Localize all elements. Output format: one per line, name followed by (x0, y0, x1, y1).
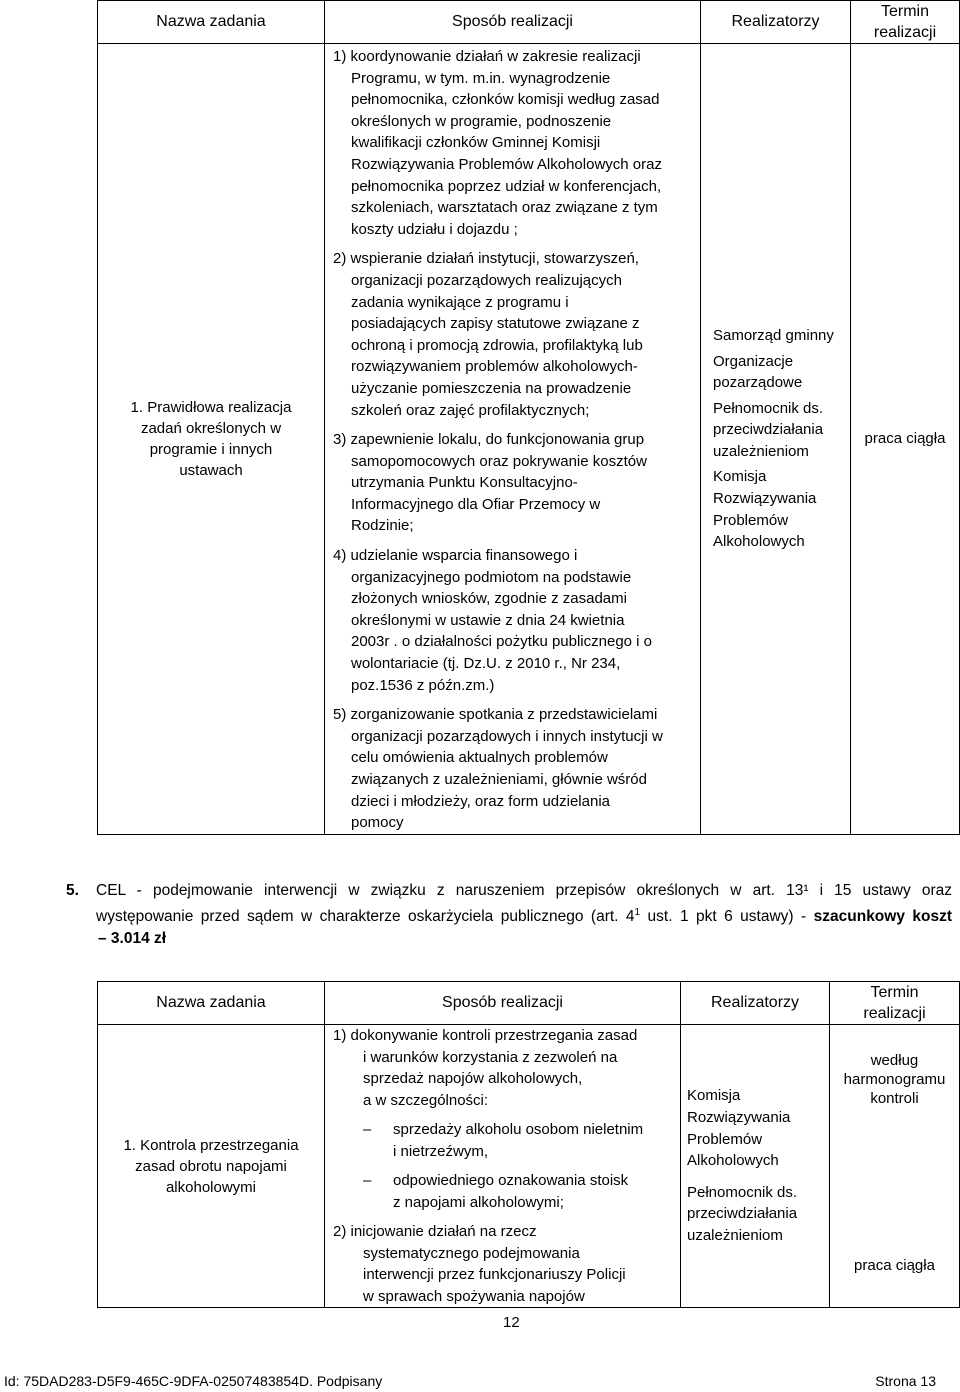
page-number: 12 (503, 1314, 520, 1331)
dash-bullet: – (363, 1172, 372, 1189)
task-line: 1. Prawidłowa realizacja (130, 398, 292, 416)
executors-cell (681, 1025, 830, 1308)
executor-line: Pełnomocnik ds. (687, 1183, 798, 1201)
table-header-row (98, 1, 960, 44)
section-sup: 1 (634, 907, 641, 918)
header-deadline-line1: Termin (880, 3, 929, 20)
header-deadline-line2: realizacji (873, 24, 937, 41)
method-line: pełnomocnika poprzez udział w konferencjach, (351, 177, 662, 195)
method-line: Rozwiązywania Problemów Alkoholowych oraz (351, 155, 662, 173)
method-line: sprzedaż napojów alkoholowych, (363, 1070, 583, 1087)
header-deadline (851, 1, 960, 44)
executor-line: Rozwiązywania (713, 490, 817, 508)
deadline-line: według (870, 1052, 919, 1069)
section-text: ust. 1 pkt 6 ustawy) - (640, 908, 814, 926)
table-row (98, 44, 960, 835)
header-method: Sposób realizacji (325, 982, 681, 1025)
method-line: posiadających zapisy statutowe związane z (351, 315, 640, 333)
method-line: celu omówienia aktualnych problemów (351, 749, 608, 767)
deadline-cell: praca ciągła (851, 44, 960, 835)
method-line: 5) zorganizowanie spotkania z przedstawicielami (333, 706, 658, 724)
method-line: Rodzinie; (351, 517, 414, 535)
method-line: w sprawach spożywania napojów (363, 1287, 585, 1305)
method-line: samopomocowych oraz pokrywanie kosztów (351, 452, 647, 470)
section-number: 5. (66, 882, 79, 899)
executor-line: Komisja (713, 468, 767, 486)
executor-line: Problemów (713, 511, 789, 529)
task-line: ustawach (179, 461, 243, 479)
method-line: 1) dokonywanie kontroli przestrzegania zasad (333, 1027, 638, 1044)
method-line: systematycznego podejmowania (363, 1244, 580, 1262)
executor-line: Pełnomocnik ds. (713, 399, 824, 417)
method-line: i warunków korzystania z zezwoleń na (363, 1048, 618, 1066)
section-5-line1 (66, 880, 952, 902)
task-name-cell (98, 44, 325, 835)
method-line: pełnomocnika, członków komisji według zasad (351, 91, 660, 109)
header-task-name: Nazwa zadania (98, 1, 325, 44)
executor-line: Samorząd gminny (713, 326, 834, 344)
method-line: organizacji pozarządowych i innych instytucji w (351, 727, 663, 745)
method-line: organizacji pozarządowych realizujących (351, 271, 622, 289)
method-item-2 (333, 248, 700, 421)
method-line: wolontariacie (tj. Dz.U. z 2010 r., Nr 234, (351, 655, 621, 673)
method-line: poz.1536 z późn.zm.) (351, 676, 495, 694)
deadline-line: kontroli (870, 1090, 919, 1107)
method-line: określonymi w ustawie z dnia 24 kwietnia (351, 611, 625, 629)
footer-document-id: Id: 75DAD283-D5F9-465C-9DFA-02507483854D. Podpisany (4, 1373, 383, 1389)
table-tasks-1 (97, 0, 960, 835)
task-name-cell (98, 1025, 325, 1308)
header-method: Sposób realizacji (325, 1, 701, 44)
deadline-line: praca ciągła (854, 1257, 935, 1274)
table-header-row (98, 982, 960, 1025)
method-item-1 (333, 46, 700, 240)
method-line: utrzymania Punktu Konsultacyjno- (351, 474, 578, 492)
method-line: 2) inicjowanie działań na rzecz (333, 1223, 537, 1240)
method-line: ochroną i promocją zdrowia, profilaktyką lub (351, 336, 643, 354)
task-line: programie i innych (149, 440, 273, 458)
method-line: kwalifikacji członków Gminnej Komisji (351, 134, 601, 152)
method-text: odpowiedniego oznakowania stoisk (393, 1172, 629, 1189)
method-line: określonych w programie, podnoszenie (351, 112, 612, 130)
method-line: 3) zapewnienie lokalu, do funkcjonowania grup (333, 431, 645, 449)
executor-line: Komisja (687, 1087, 741, 1105)
method-line: szkoleniach, warsztatach oraz związane z tym (351, 199, 658, 217)
method-line: 4) udzielanie wsparcia finansowego i (333, 547, 578, 565)
method-text: sprzedaży alkoholu osobom nieletnim (393, 1121, 644, 1138)
method-item-5 (333, 704, 700, 834)
sub-item-2 (333, 1170, 680, 1192)
table-row (98, 1025, 960, 1308)
header-deadline-line1: Termin (870, 984, 919, 1001)
executor-line: uzależnieniom (687, 1226, 783, 1244)
executor-line: Rozwiązywania (687, 1109, 791, 1127)
header-deadline (830, 982, 960, 1025)
executor-line: pozarządowe (713, 374, 803, 392)
method-line: z napojami alkoholowymi; (393, 1193, 564, 1211)
method-line: Informacyjnego dla Ofiar Przemocy w (351, 495, 601, 513)
method-line: rozwiązywaniem problemów alkoholowych- (351, 358, 638, 376)
task-line: zasad obrotu napojami (135, 1157, 287, 1175)
executor-line: uzależnieniom (713, 442, 809, 460)
header-deadline-line2: realizacji (863, 1005, 926, 1022)
table-tasks-2 (97, 981, 960, 1308)
header-executors: Realizatorzy (681, 982, 830, 1025)
method-line: organizacyjnego podmiotom na podstawie (351, 568, 632, 586)
method-line: a w szczególności: (363, 1091, 489, 1109)
dash-bullet: – (363, 1121, 372, 1138)
executor-line: Organizacje (713, 352, 794, 370)
executor-line: Alkoholowych (687, 1152, 779, 1170)
method-item-4 (333, 545, 700, 696)
method-item-3 (333, 429, 700, 537)
method-cell (325, 1025, 681, 1308)
section-text: CEL - podejmowanie interwencji w związku z naruszeniem przepisów określonych w art. 13¹ i 15 ustawy oraz (96, 882, 952, 899)
sub-item-1 (333, 1119, 680, 1141)
method-line: pomocy (351, 814, 404, 832)
task-line: zadań określonych w (140, 419, 282, 437)
method-line: Programu, w tym. m.in. wynagrodzenie (351, 69, 611, 87)
executor-line: przeciwdziałania (713, 421, 824, 439)
executor-line: Alkoholowych (713, 533, 805, 551)
executor-line: przeciwdziałania (687, 1205, 798, 1223)
method-line: związanych z uzależnieniami, głównie wśród (351, 771, 647, 788)
method-line: 2) wspieranie działań instytucji, stowarzyszeń, (333, 250, 639, 268)
method-line: i nietrzeźwym, (393, 1142, 489, 1160)
section-5-line3: – 3.014 zł (98, 930, 167, 948)
method-cell (325, 44, 701, 835)
footer-page-label: Strona 13 (875, 1373, 936, 1389)
task-line: alkoholowymi (165, 1178, 257, 1196)
method-line: interwencji przez funkcjonariuszy Policji (363, 1266, 626, 1283)
header-task-name: Nazwa zadania (98, 982, 325, 1025)
section-5-line2 (96, 902, 952, 928)
method-line: 2003r . o działalności pożytku publicznego i o (351, 633, 653, 651)
method-line: zadania wynikające z programu i (351, 293, 569, 311)
executors-cell (701, 44, 851, 835)
section-cost-label: szacunkowy koszt (813, 908, 953, 926)
method-line: 1) koordynowanie działań w zakresie realizacji (333, 48, 641, 65)
method-line: użyczanie pomieszczenia na prowadzenie (351, 379, 632, 397)
executor-line: Problemów (687, 1130, 763, 1148)
method-line: koszty udziału i dojazdu ; (351, 220, 518, 238)
deadline-cell (830, 1025, 960, 1308)
method-line: dzieci i młodzieży, oraz form udzielania (351, 792, 610, 810)
header-executors: Realizatorzy (701, 1, 851, 44)
section-5-goal (66, 880, 953, 950)
deadline-line: harmonogramu (843, 1071, 946, 1088)
method-line: szkoleń oraz zajęć profilaktycznych; (351, 401, 590, 419)
method-line: złożonych wniosków, zgodnie z zasadami (351, 590, 627, 608)
section-text: występowanie przed sądem w charakterze oskarżyciela publicznego (art. 4 (96, 908, 635, 926)
task-line: 1. Kontrola przestrzegania (123, 1136, 299, 1154)
